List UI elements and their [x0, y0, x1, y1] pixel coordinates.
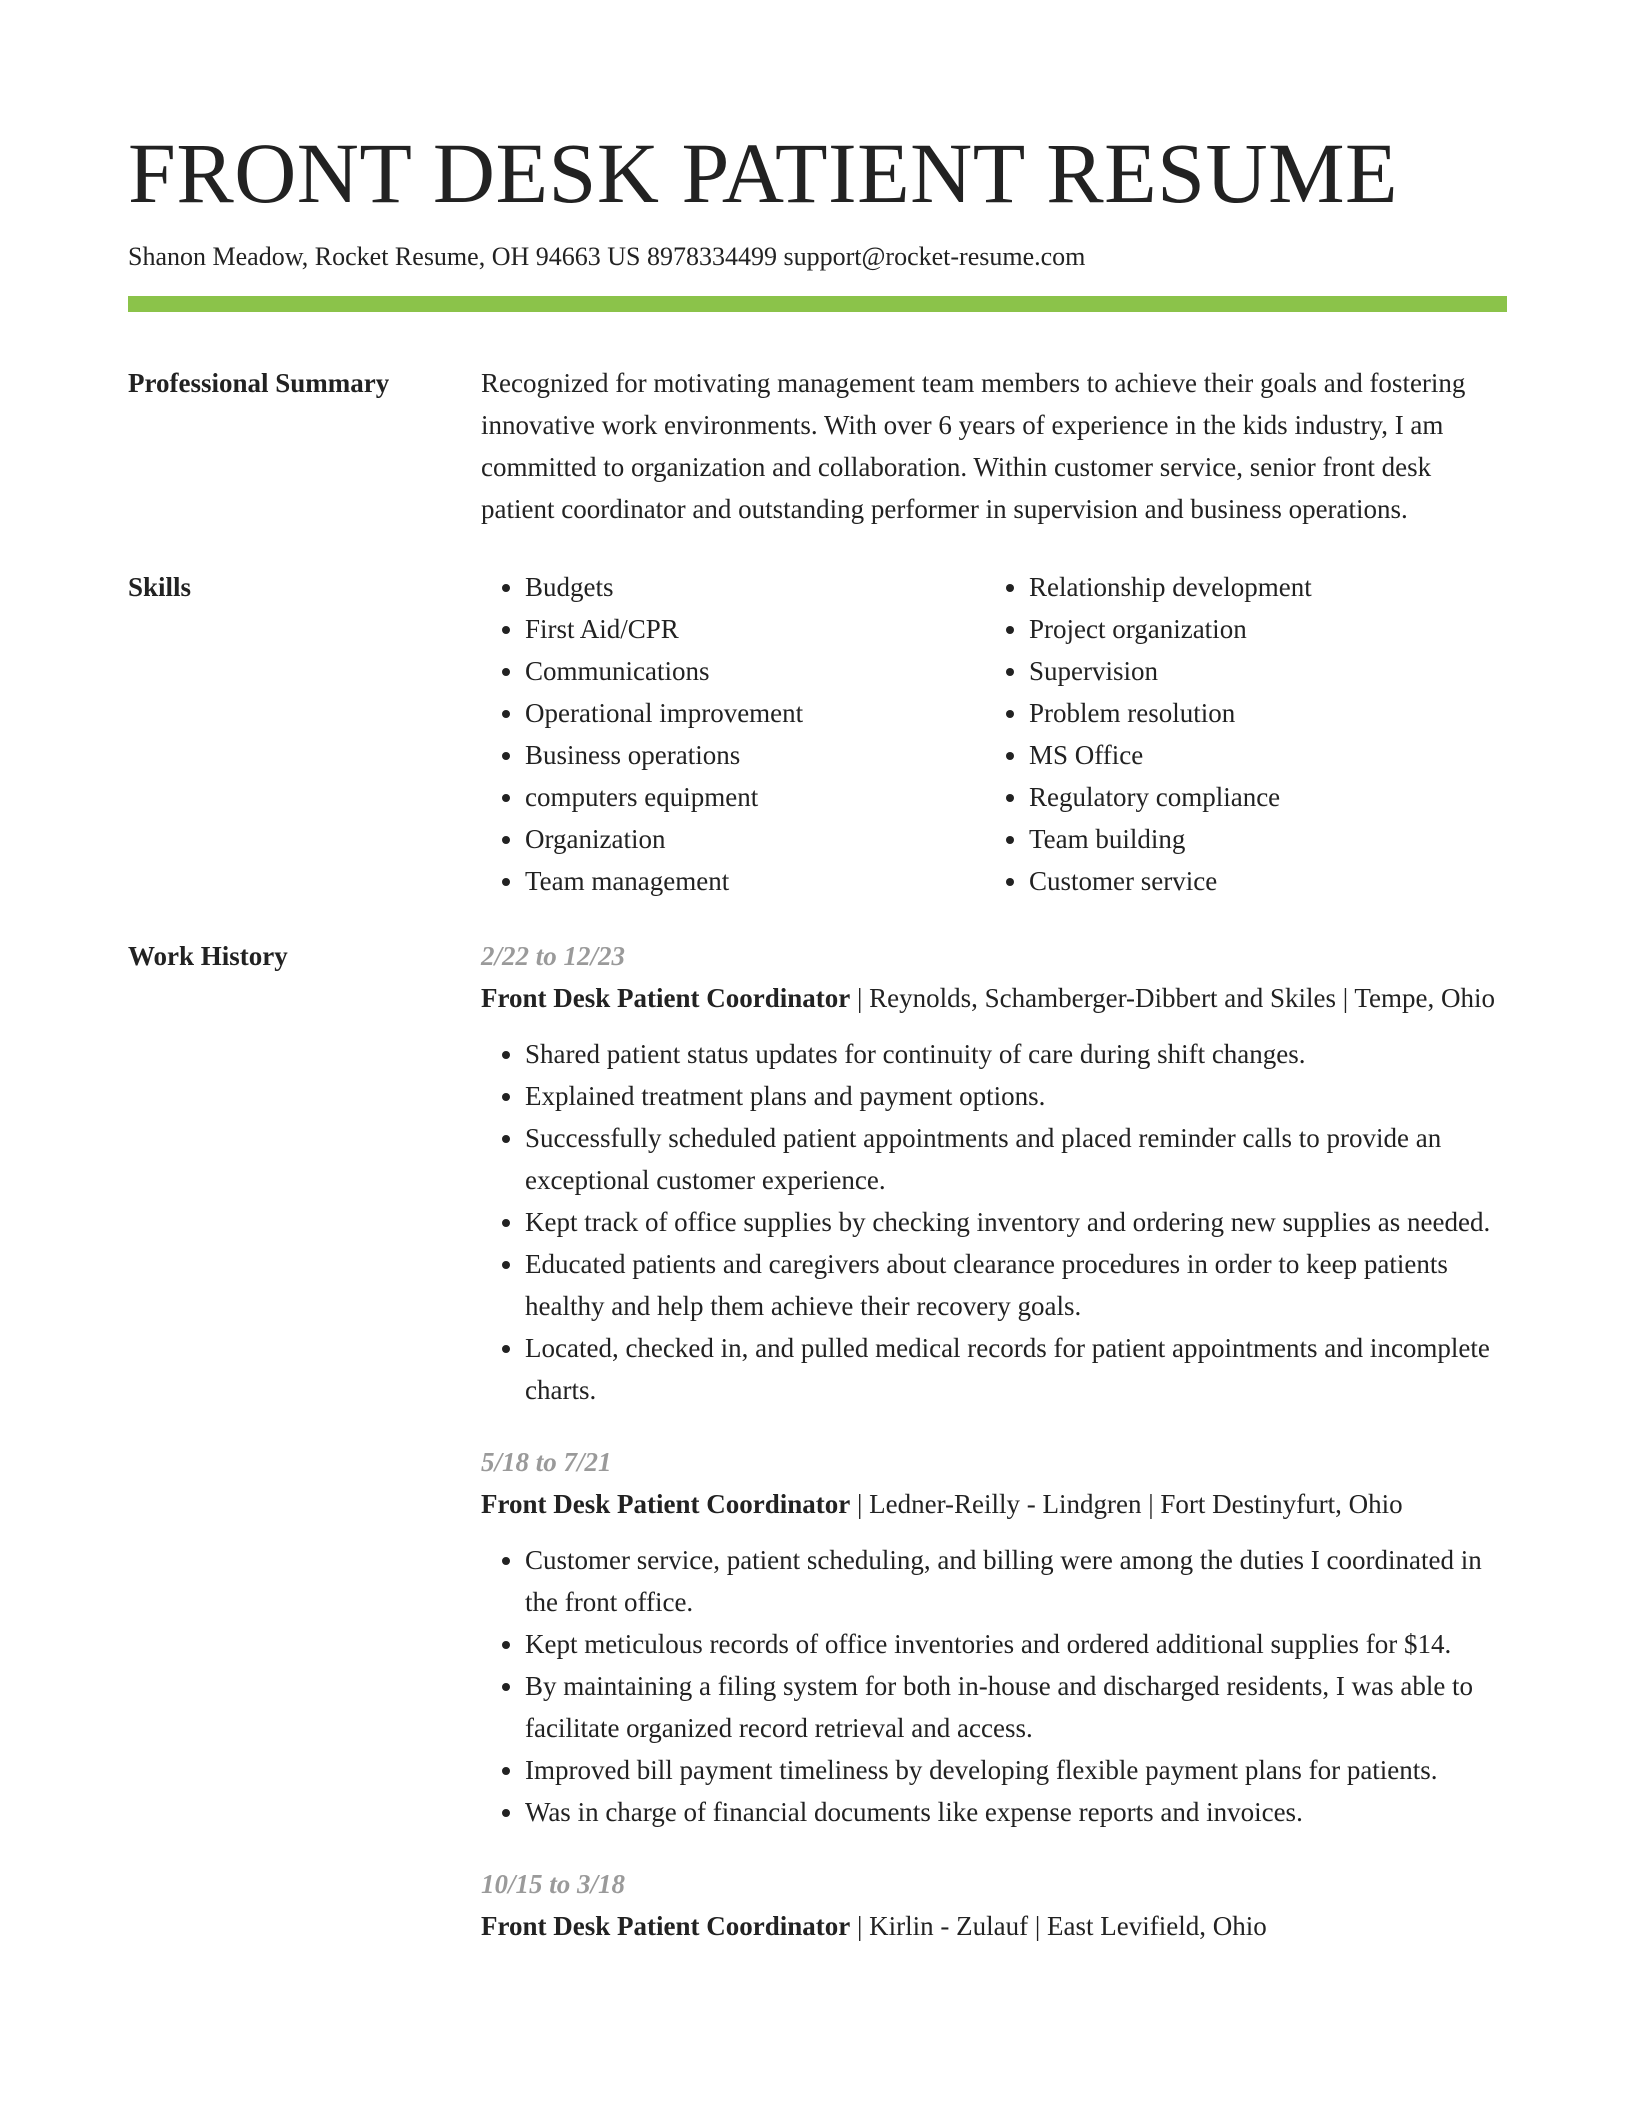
- job-bullet: • By maintaining a filing system for both in-house and discharged residents, I was able to facilitate organized record retrieval and access.: [525, 1665, 1507, 1749]
- job-dates: 5/18 to 7/21: [481, 1446, 612, 1477]
- skills-section: [128, 566, 1507, 902]
- work-history-list: [481, 935, 1507, 1977]
- skill-item: • MS Office: [1029, 734, 1489, 776]
- resume-title: FRONT DESK PATIENT RESUME: [128, 125, 1399, 221]
- skill-item: • Problem resolution: [1029, 692, 1489, 734]
- job-bullet: • Educated patients and caregivers about clearance procedures in order to keep patients healthy and help them achieve their recovery goals.: [525, 1243, 1507, 1327]
- job-company-location: | Reynolds, Schamberger-Dibbert and Skiles | Tempe, Ohio: [850, 982, 1496, 1013]
- work-history-section: [128, 935, 1507, 1977]
- skill-item: • Regulatory compliance: [1029, 776, 1489, 818]
- summary-section: [128, 362, 1507, 530]
- accent-divider: [128, 296, 1507, 312]
- job-heading: [481, 977, 1507, 1019]
- job-title: Front Desk Patient Coordinator: [481, 982, 851, 1013]
- job-bullet: • Customer service, patient scheduling, and billing were among the duties I coordinated in the front office.: [525, 1539, 1507, 1623]
- job-bullet: • Shared patient status updates for continuity of care during shift changes.: [525, 1033, 1507, 1075]
- job-bullet: • Successfully scheduled patient appointments and placed reminder calls to provide an exceptional customer experience.: [525, 1117, 1507, 1201]
- skill-item: • First Aid/CPR: [525, 608, 985, 650]
- skill-item: • Budgets: [525, 566, 985, 608]
- job-bullet: • Explained treatment plans and payment options.: [525, 1075, 1507, 1117]
- job-company-location: | Kirlin - Zulauf | East Levifield, Ohio: [850, 1910, 1267, 1941]
- skill-item: • Business operations: [525, 734, 985, 776]
- job-title: Front Desk Patient Coordinator: [481, 1910, 851, 1941]
- summary-label: Professional Summary: [128, 367, 390, 398]
- job-bullet-list: [481, 1033, 1507, 1411]
- job-bullet-list: [481, 1539, 1507, 1833]
- job-entry: [481, 1441, 1507, 1833]
- skill-item: • Organization: [525, 818, 985, 860]
- skill-item: • Team building: [1029, 818, 1489, 860]
- skill-item: • Operational improvement: [525, 692, 985, 734]
- summary-text: Recognized for motivating management team members to achieve their goals and fostering innovative work environments. With over 6 years of experience in the kids industry, I am committed to organization and collaboration. Within customer service, senior front desk patient coordinator and outstanding performer in supervision and business operations.: [481, 367, 1466, 524]
- job-entry: [481, 935, 1507, 1411]
- job-bullet: • Located, checked in, and pulled medical records for patient appointments and incomplete charts.: [525, 1327, 1507, 1411]
- job-company-location: | Ledner-Reilly - Lindgren | Fort Destinyfurt, Ohio: [850, 1488, 1403, 1519]
- skill-item: • computers equipment: [525, 776, 985, 818]
- skills-list-right: [985, 566, 1489, 902]
- skill-item: • Customer service: [1029, 860, 1489, 902]
- job-bullet: • Improved bill payment timeliness by developing flexible payment plans for patients.: [525, 1749, 1507, 1791]
- job-heading: [481, 1905, 1507, 1947]
- job-heading: [481, 1483, 1507, 1525]
- job-title: Front Desk Patient Coordinator: [481, 1488, 851, 1519]
- job-entry: [481, 1863, 1507, 1947]
- skill-item: • Team management: [525, 860, 985, 902]
- job-bullet: • Kept track of office supplies by checking inventory and ordering new supplies as needed.: [525, 1201, 1507, 1243]
- job-dates: 2/22 to 12/23: [481, 940, 626, 971]
- skill-item: • Relationship development: [1029, 566, 1489, 608]
- skills-label: Skills: [128, 571, 192, 602]
- work-history-label: Work History: [128, 940, 288, 971]
- job-dates: 10/15 to 3/18: [481, 1868, 626, 1899]
- contact-line: Shanon Meadow, Rocket Resume, OH 94663 US 8978334499 support@rocket-resume.com: [128, 242, 1086, 271]
- skill-item: • Project organization: [1029, 608, 1489, 650]
- skill-item: • Communications: [525, 650, 985, 692]
- job-bullet: • Was in charge of financial documents like expense reports and invoices.: [525, 1791, 1507, 1833]
- job-bullet: • Kept meticulous records of office inventories and ordered additional supplies for $14.: [525, 1623, 1507, 1665]
- skill-item: • Supervision: [1029, 650, 1489, 692]
- skills-list-left: [481, 566, 985, 902]
